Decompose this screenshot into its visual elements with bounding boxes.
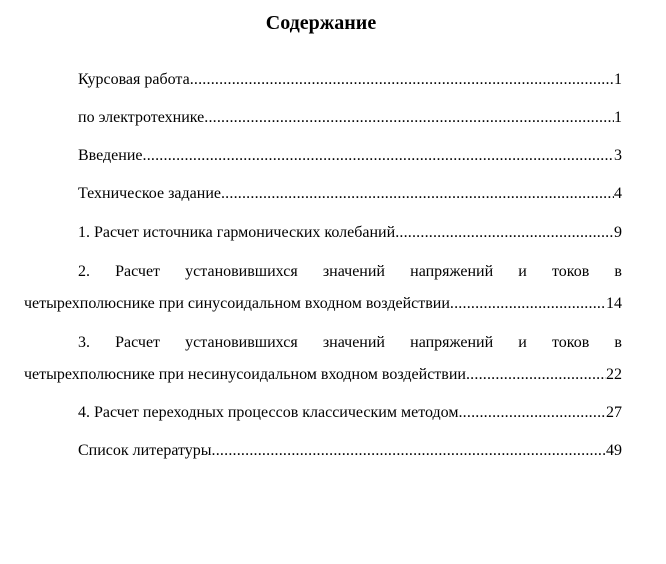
toc-word: в <box>614 263 622 280</box>
dot-leader <box>204 108 614 128</box>
toc-entry-text: Введение <box>78 147 143 164</box>
toc-entry-6-line-1 <box>78 262 622 282</box>
toc-word: 2. <box>78 263 90 280</box>
toc-entry-9 <box>78 441 622 461</box>
toc-entry-text: Техническое задание <box>78 185 221 202</box>
toc-word: значений <box>322 334 385 351</box>
toc-page-number: 14 <box>606 295 622 312</box>
toc-word: Расчет <box>115 334 161 351</box>
dot-leader <box>466 365 606 385</box>
dot-leader <box>395 223 614 243</box>
toc-page-number: 1 <box>614 109 622 126</box>
toc-entry-text: 4. Расчет переходных процессов классическим методом <box>78 404 459 421</box>
toc-page-number: 49 <box>606 442 622 459</box>
toc-entry-text: Курсовая работа <box>78 71 190 88</box>
toc-word: Расчет <box>115 263 161 280</box>
toc-entry-text: четырехполюснике при несинусоидальном входном воздействии <box>24 366 466 383</box>
dot-leader <box>221 184 614 204</box>
toc-entry-text: четырехполюснике при синусоидальном входном воздействии <box>24 295 450 312</box>
toc-entry-3 <box>78 146 622 166</box>
toc-word: и <box>518 263 527 280</box>
toc-word: 3. <box>78 334 90 351</box>
toc-word: токов <box>551 334 590 351</box>
toc-entry-4 <box>78 184 622 204</box>
dot-leader <box>190 70 614 90</box>
toc-word: в <box>614 334 622 351</box>
toc-page-number: 1 <box>614 71 622 88</box>
toc-page-number: 9 <box>614 224 622 241</box>
dot-leader <box>212 441 606 461</box>
page-title: Содержание <box>265 12 377 34</box>
toc-page-number: 27 <box>606 404 622 421</box>
toc-word: значений <box>322 263 385 280</box>
toc-entry-8 <box>78 403 622 423</box>
toc-page-number: 3 <box>614 147 622 164</box>
toc-entry-6-line-2 <box>24 294 622 314</box>
toc-entry-1 <box>78 70 622 90</box>
dot-leader <box>450 294 606 314</box>
toc-entry-7-line-1 <box>78 333 622 353</box>
dot-leader <box>458 403 606 423</box>
toc-word: напряжений <box>410 334 494 351</box>
toc-word: установившихся <box>185 263 298 280</box>
toc-entry-text: 1. Расчет источника гармонических колебаний <box>78 224 396 241</box>
toc-entry-7-line-2 <box>24 365 622 385</box>
toc-word: и <box>518 334 527 351</box>
dot-leader <box>143 146 615 166</box>
toc-page-number: 22 <box>606 366 622 383</box>
toc-entry-5 <box>78 223 622 243</box>
toc-entry-text: Список литературы <box>78 442 212 459</box>
toc-entry-text: по электротехнике <box>78 109 205 126</box>
toc-page-number: 4 <box>614 185 622 202</box>
toc-word: токов <box>551 263 590 280</box>
toc-word: установившихся <box>185 334 298 351</box>
toc-word: напряжений <box>410 263 494 280</box>
toc-entry-2 <box>78 108 622 128</box>
